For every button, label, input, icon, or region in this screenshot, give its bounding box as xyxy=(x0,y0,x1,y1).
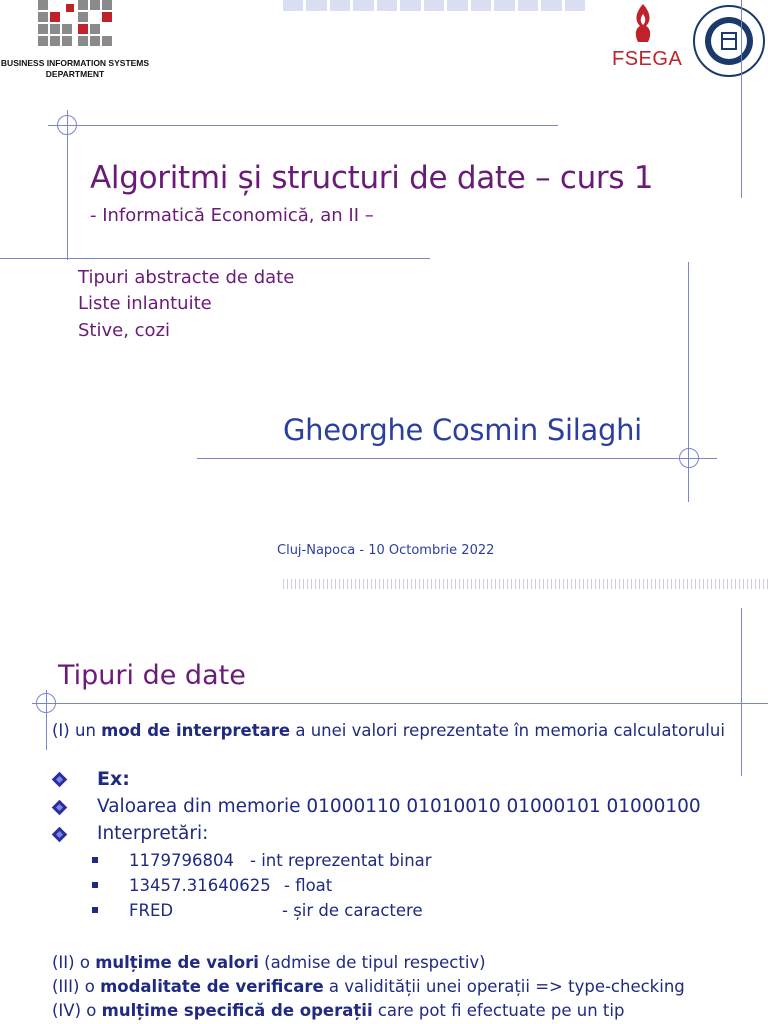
diamond-bullet-icon xyxy=(52,800,68,816)
divider-line xyxy=(48,125,558,126)
line-prefix: (III) o xyxy=(52,977,101,996)
diamond-bullet-icon xyxy=(52,772,68,788)
line-prefix: (II) o xyxy=(52,953,96,972)
line-suffix: a unei valori reprezentate în memoria calculatorului xyxy=(290,721,725,740)
line-bold: mulțime de valori xyxy=(95,953,259,972)
square-bullet-icon xyxy=(92,857,98,863)
topic-item: Liste inlantuite xyxy=(78,293,212,314)
definition-line-3 xyxy=(52,977,685,996)
definition-line-2 xyxy=(52,953,486,972)
header-stripe xyxy=(283,0,585,11)
sub-bullet-value: 13457.31640625 xyxy=(129,876,271,895)
dotted-divider xyxy=(283,579,768,589)
square-bullet-icon xyxy=(92,882,98,888)
bis-logo-icon xyxy=(38,0,112,56)
slide-title: Algoritmi și structuri de date – curs 1 xyxy=(90,160,654,196)
divider-line xyxy=(46,690,47,750)
line-suffix: a validității unei operații => type-checking xyxy=(323,977,685,996)
divider-line xyxy=(67,110,68,260)
definition-line-1 xyxy=(52,721,725,740)
sub-bullet-value: FRED xyxy=(129,901,174,920)
topic-item: Stive, cozi xyxy=(78,320,171,341)
place-date: Cluj-Napoca - 10 Octombrie 2022 xyxy=(277,543,495,558)
divider-line xyxy=(741,0,742,198)
square-bullet-icon xyxy=(92,907,98,913)
line-prefix: (I) un xyxy=(52,721,102,740)
sub-bullet-desc: - șir de caractere xyxy=(282,901,423,920)
divider-line xyxy=(32,703,768,704)
sub-bullet-desc: - int reprezentat binar xyxy=(250,851,432,870)
sub-bullet-desc: - float xyxy=(284,876,333,895)
bullet-item: Interpretări: xyxy=(97,823,209,844)
divider-line xyxy=(741,608,742,776)
line-bold: modalitate de verificare xyxy=(100,977,324,996)
fsega-flame-icon xyxy=(626,2,660,46)
bis-caption-line1: BUSINESS INFORMATION SYSTEMS xyxy=(0,58,150,68)
definition-line-4 xyxy=(52,1001,624,1020)
sub-bullet-value: 1179796804 xyxy=(129,851,234,870)
fsega-logo-text: FSEGA xyxy=(612,48,683,70)
line-bold: mulțime specifică de operații xyxy=(101,1001,373,1020)
bullet-item: Ex: xyxy=(97,768,130,790)
crosshair-circle xyxy=(679,448,699,468)
divider-line xyxy=(0,258,430,259)
bis-caption-line2: DEPARTMENT xyxy=(45,69,105,79)
slide2-title: Tipuri de date xyxy=(58,660,246,691)
university-seal-icon xyxy=(692,4,766,78)
topic-item: Tipuri abstracte de date xyxy=(78,267,295,288)
divider-line xyxy=(197,458,717,459)
bis-caption xyxy=(0,58,150,80)
line-suffix: care pot fi efectuate pe un tip xyxy=(372,1001,625,1020)
line-prefix: (IV) o xyxy=(52,1001,102,1020)
bullet-item: Valoarea din memorie 01000110 01010010 01000101 01000100 xyxy=(97,796,701,817)
author-name: Gheorghe Cosmin Silaghi xyxy=(283,413,642,447)
diamond-bullet-icon xyxy=(52,827,68,843)
line-bold: mod de interpretare xyxy=(101,721,291,740)
line-suffix: (admise de tipul respectiv) xyxy=(258,953,486,972)
slide-subtitle: - Informatică Economică, an II – xyxy=(90,205,374,226)
